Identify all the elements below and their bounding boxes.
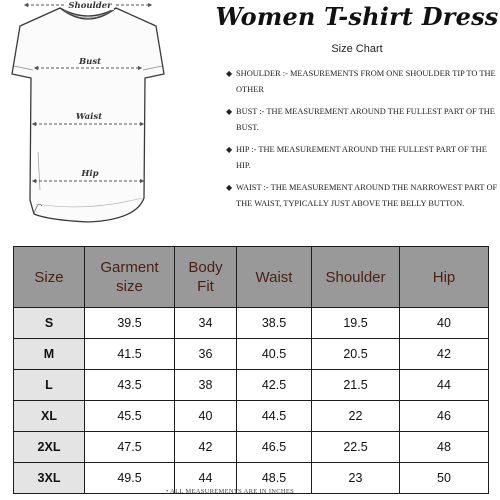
- diamond-bullet-icon: ◆: [226, 69, 233, 78]
- definition-bust: [226, 104, 498, 135]
- header-hip: Hip: [400, 247, 489, 308]
- cell-waist: 44.5: [237, 401, 312, 432]
- cell-hip: 50: [400, 463, 489, 494]
- cell-shoulder: 22: [312, 401, 400, 432]
- table-row: [14, 401, 489, 432]
- cell-shoulder: 21.5: [312, 370, 400, 401]
- cell-hip: 44: [400, 370, 489, 401]
- cell-size: M: [14, 339, 85, 370]
- waist-label: Waist: [75, 112, 103, 122]
- diamond-bullet-icon: ◆: [226, 107, 233, 116]
- header-waist: Waist: [237, 247, 312, 308]
- definition-hip: [226, 142, 498, 173]
- diamond-bullet-icon: ◆: [226, 183, 233, 192]
- definition-text: HIP :- THE MEASUREMENT AROUND THE FULLEST PART OF THE HIP.: [236, 145, 487, 170]
- cell-size: 3XL: [14, 463, 85, 494]
- cell-body-fit: 36: [175, 339, 237, 370]
- page-title: Women T-shirt Dress: [215, 2, 499, 31]
- cell-body-fit: 42: [175, 432, 237, 463]
- header-size: Size: [14, 247, 85, 308]
- definition-text: SHOULDER :- MEASUREMENTS FROM ONE SHOULDER TIP TO THE OTHER: [236, 69, 496, 94]
- cell-waist: 46.5: [237, 432, 312, 463]
- definition-shoulder: [226, 66, 498, 97]
- header-shoulder: Shoulder: [312, 247, 400, 308]
- cell-hip: 42: [400, 339, 489, 370]
- cell-size: L: [14, 370, 85, 401]
- cell-size: XL: [14, 401, 85, 432]
- table-row: [14, 308, 489, 339]
- cell-waist: 48.5: [237, 463, 312, 494]
- tshirt-dress-diagram: [8, 0, 173, 240]
- cell-garment-size: 49.5: [85, 463, 175, 494]
- cell-shoulder: 22.5: [312, 432, 400, 463]
- cell-garment-size: 39.5: [85, 308, 175, 339]
- cell-waist: 42.5: [237, 370, 312, 401]
- header-body-fit: Body Fit: [175, 247, 237, 308]
- cell-shoulder: 19.5: [312, 308, 400, 339]
- cell-waist: 38.5: [237, 308, 312, 339]
- bust-label: Bust: [78, 57, 102, 67]
- cell-shoulder: 23: [312, 463, 400, 494]
- table-header-row: [14, 247, 489, 308]
- cell-body-fit: 40: [175, 401, 237, 432]
- cell-hip: 40: [400, 308, 489, 339]
- header-garment-size: Garment size: [85, 247, 175, 308]
- measurement-unit-note: • ALL MEASUREMENTS ARE IN INCHES: [166, 488, 295, 495]
- hip-label: Hip: [81, 169, 99, 179]
- table-row: [14, 339, 489, 370]
- cell-body-fit: 34: [175, 308, 237, 339]
- cell-size: S: [14, 308, 85, 339]
- measurement-definitions: [226, 66, 498, 218]
- cell-waist: 40.5: [237, 339, 312, 370]
- cell-hip: 48: [400, 432, 489, 463]
- definition-text: BUST :- THE MEASUREMENT AROUND THE FULLEST PART OF THE BUST.: [236, 107, 495, 132]
- cell-garment-size: 47.5: [85, 432, 175, 463]
- size-chart-table: [13, 246, 489, 494]
- cell-body-fit: 38: [175, 370, 237, 401]
- cell-body-fit: 44: [175, 463, 237, 494]
- cell-hip: 46: [400, 401, 489, 432]
- definition-text: WAIST :- THE MEASUREMENT AROUND THE NARROWEST PART OF THE WAIST, TYPICALLY JUST ABOVE THE BELLY BUTTON.: [236, 183, 498, 208]
- definition-waist: [226, 180, 498, 211]
- cell-garment-size: 45.5: [85, 401, 175, 432]
- table-row: [14, 370, 489, 401]
- cell-garment-size: 43.5: [85, 370, 175, 401]
- page-subtitle: Size Chart: [331, 43, 383, 55]
- cell-shoulder: 20.5: [312, 339, 400, 370]
- shoulder-label: Shoulder: [68, 1, 112, 11]
- cell-garment-size: 41.5: [85, 339, 175, 370]
- diamond-bullet-icon: ◆: [226, 145, 233, 154]
- cell-size: 2XL: [14, 432, 85, 463]
- table-row: [14, 432, 489, 463]
